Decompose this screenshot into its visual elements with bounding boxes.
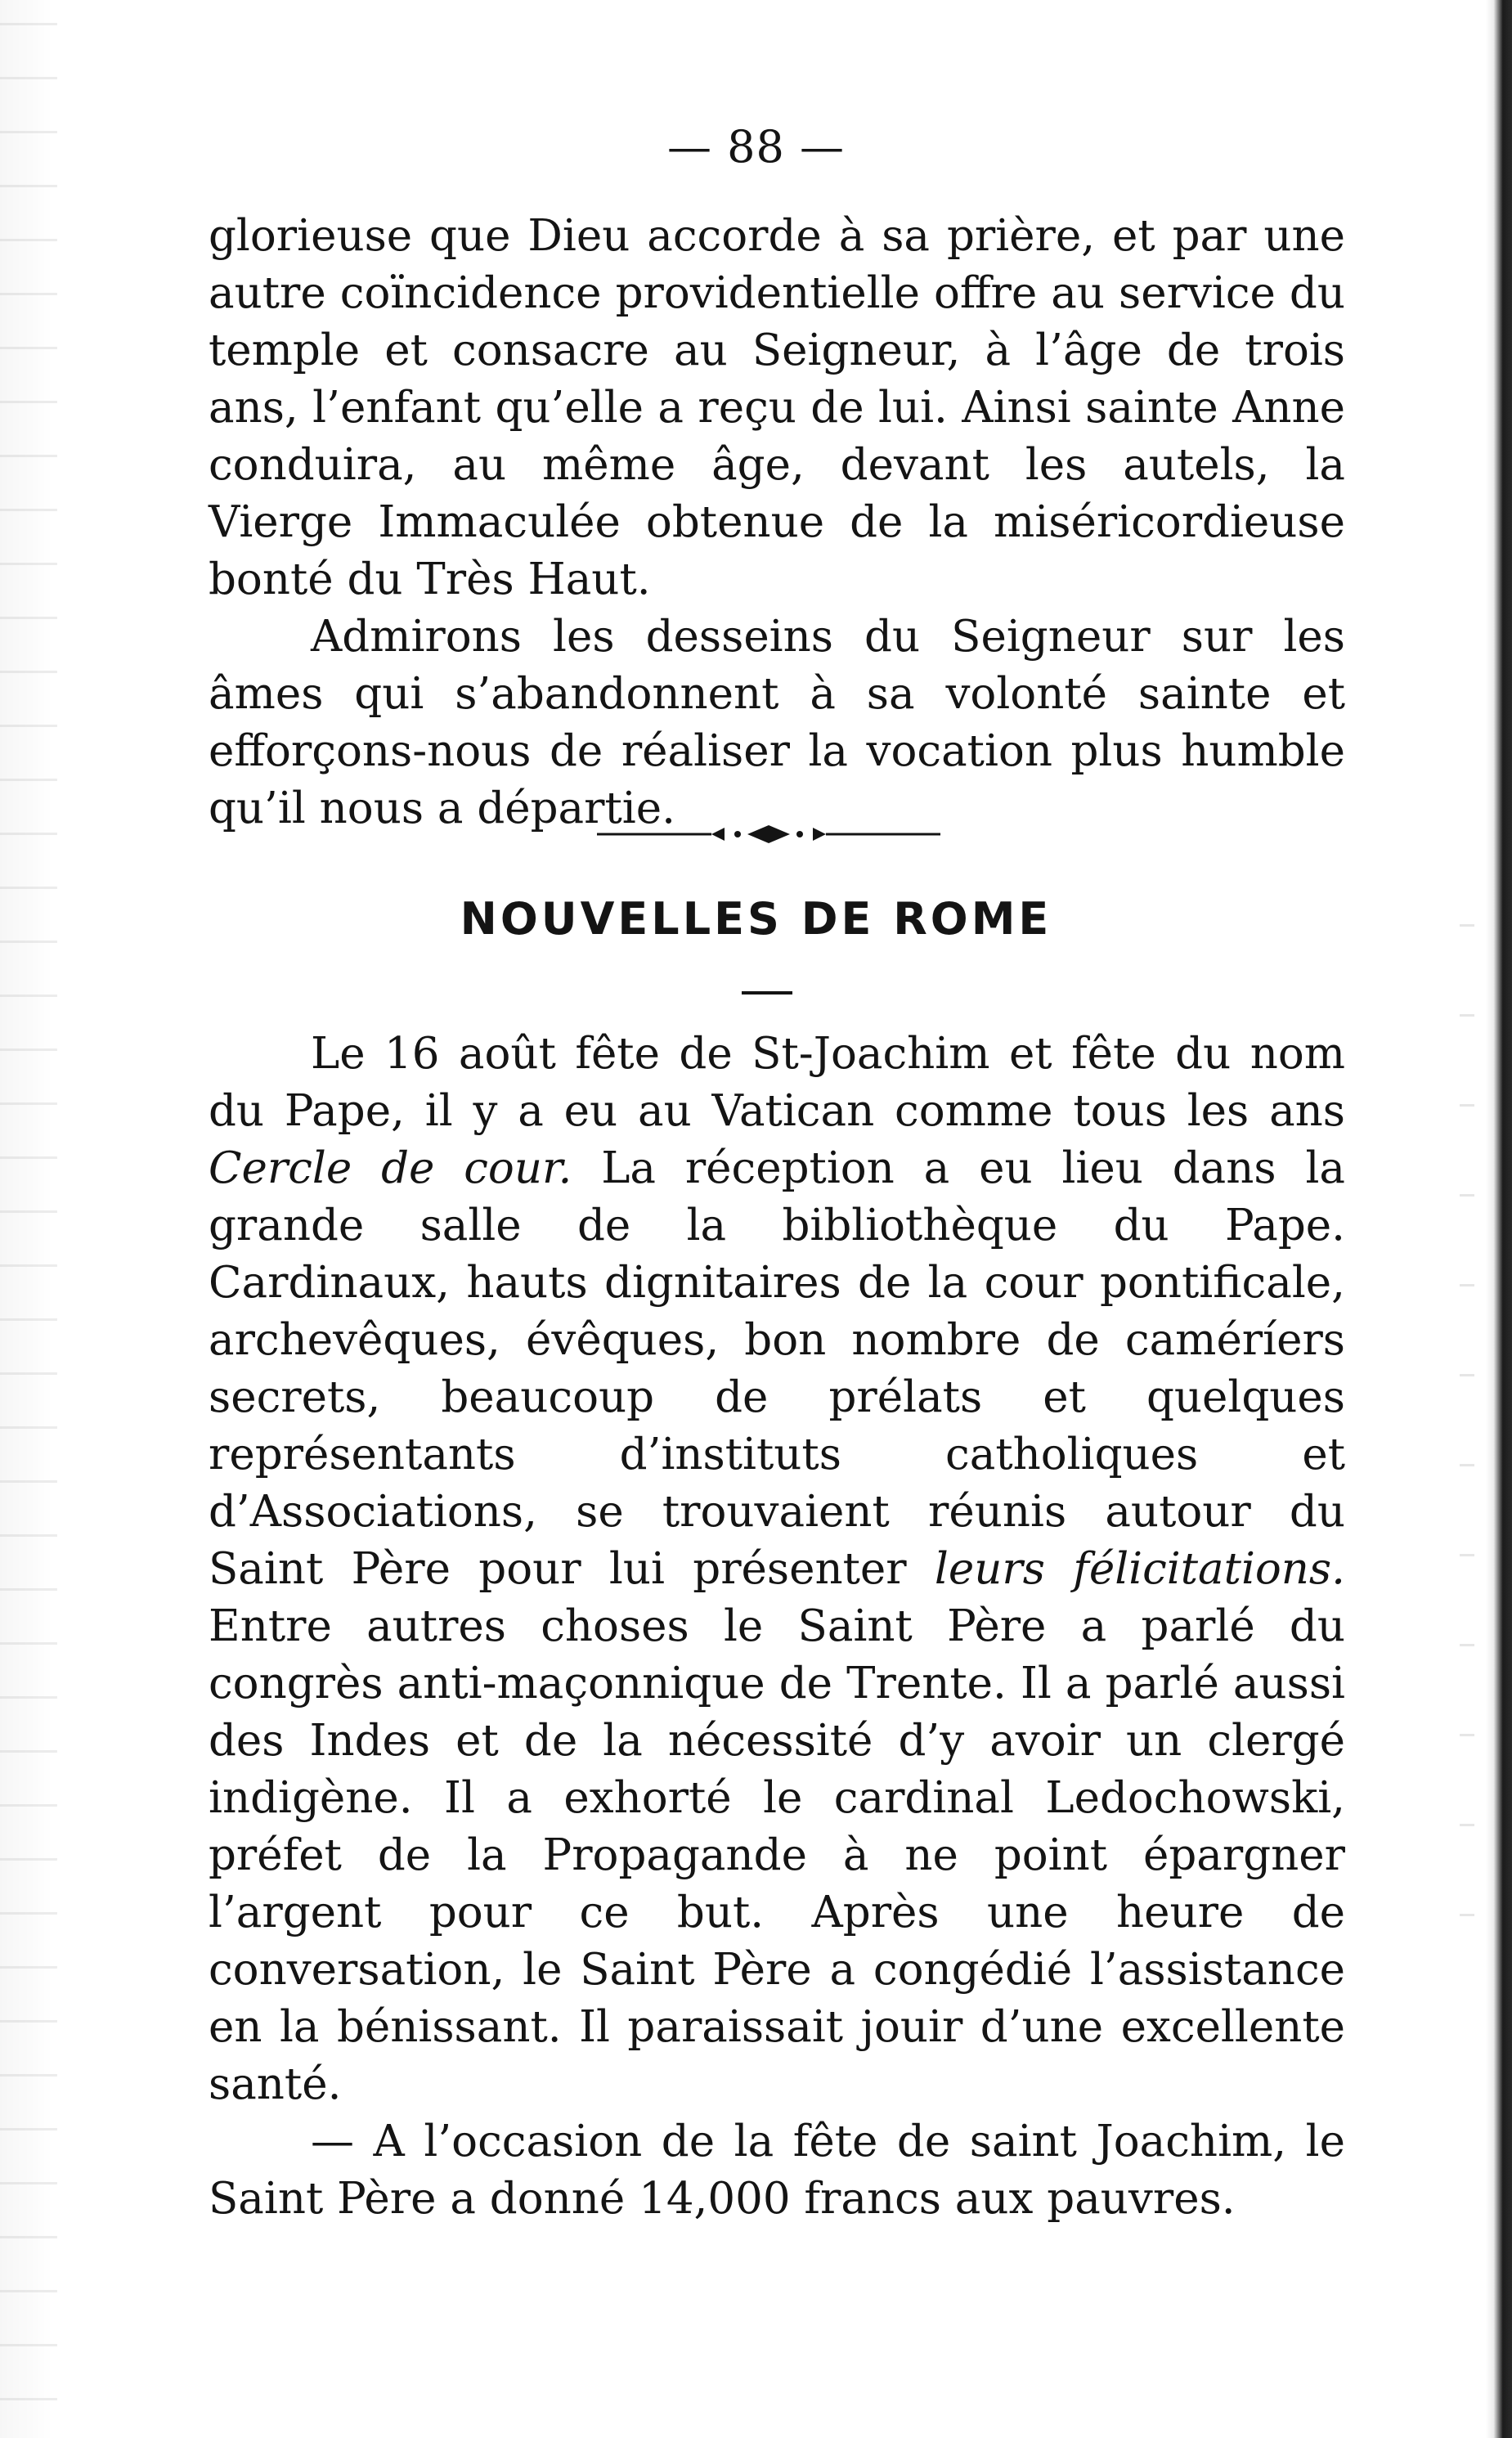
scan-right-edge <box>1486 0 1512 2438</box>
news-p1-end: Entre autres choses le Saint Père a parlé du congrès anti-maçonnique de Trente. Il a parlé aussi des Indes et de la nécessité d’y avoir un clergé indigène. Il a exhorté le cardinal Ledochowski, préfet de la Propagande à ne point épargner l’argent pour ce but. Après une heure de conversation, le Saint Père a congédié l’assistance en la bénissant. Il paraissait jouir d’une excellente santé. <box>209 1601 1345 2109</box>
paragraph-second: Admirons les desseins du Seigneur sur les âmes qui s’abandonnent à sa volonté sainte et efforçons-nous de réaliser la vocation plus humble qu’il nous a départie. <box>209 612 1345 833</box>
news-text <box>209 1026 1345 2228</box>
page-number: — 88 — <box>666 121 846 173</box>
news-p1-italic-2: leurs félicitations. <box>934 1544 1345 1594</box>
decorative-separator <box>597 820 940 848</box>
scan-right-marks <box>1460 883 1474 1946</box>
section-title: NOUVELLES DE ROME <box>460 893 1052 945</box>
title-rule <box>742 991 792 995</box>
news-p1-start: Le 16 août fête de St-Joachim et fête du nom du Pape, il y a eu au Vatican comme tous les ans <box>209 1029 1345 1136</box>
news-paragraph-2: — A l’occasion de la fête de saint Joachim, le Saint Père a donné 14,000 francs aux pauvres. <box>209 2117 1345 2224</box>
news-p1-italic-1: Cercle de cour. <box>209 1143 572 1193</box>
scan-left-edge <box>0 0 57 2438</box>
paragraph-first: glorieuse que Dieu accorde à sa prière, et par une autre coïncidence providentielle offre au service du temple et consacre au Seigneur, à l’âge de trois ans, l’enfant qu’elle a reçu de lui. Ainsi sainte Anne conduira, au même âge, devant les autels, la Vierge Immaculée obtenue de la miséricordieuse bonté du Très Haut. <box>209 211 1345 604</box>
intro-text <box>209 208 1345 837</box>
news-p1-middle: La réception a eu lieu dans la grande salle de la bibliothèque du Pape. Cardinaux, hauts dignitaires de la cour pontificale, archevêques, évêques, bon nombre de caméríers secrets, beaucoup de prélats et quelques représentants d’instituts catholiques et d’Associations, se trouvaient réunis autour du Saint Père pour lui présenter <box>209 1143 1345 1594</box>
news-paragraph-1 <box>209 1026 1345 2113</box>
